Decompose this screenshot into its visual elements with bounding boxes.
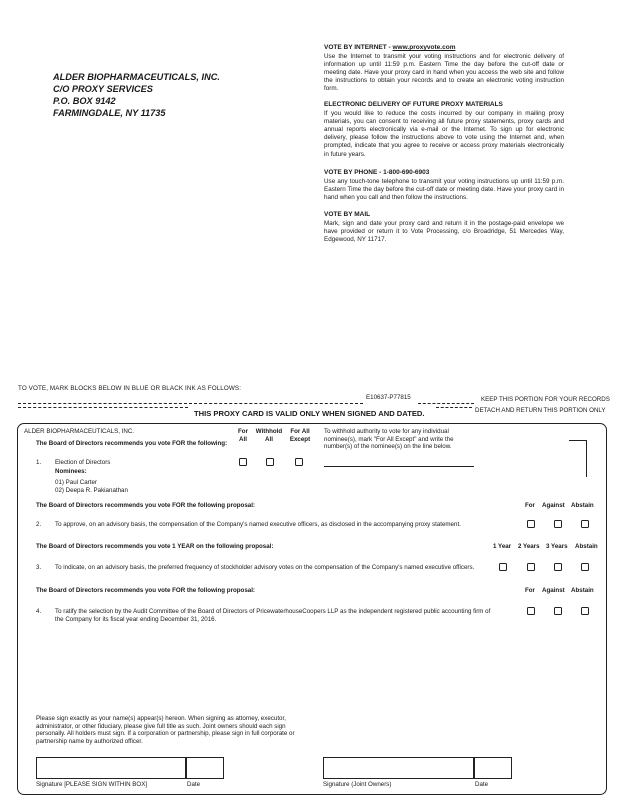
return-address — [53, 71, 220, 119]
item-3-1-year-checkbox[interactable] — [499, 563, 507, 571]
detach-portion-note: DETACH AND RETURN THIS PORTION ONLY — [475, 407, 606, 414]
item-4-abstain-checkbox[interactable] — [581, 607, 589, 615]
valid-notice: THIS PROXY CARD IS VALID ONLY WHEN SIGNED AND DATED. — [194, 409, 425, 418]
date-box[interactable] — [186, 757, 224, 779]
item-3-abstain-checkbox[interactable] — [581, 563, 589, 571]
item-4-number: 4. — [36, 608, 42, 615]
col-for-all-header — [236, 428, 250, 443]
signature-box[interactable] — [36, 757, 186, 779]
electronic-delivery-heading: ELECTRONIC DELIVERY OF FUTURE PROXY MATERIALS — [324, 101, 503, 108]
vote-mail-heading: VOTE BY MAIL — [324, 211, 371, 218]
col-header-line: Except — [289, 435, 311, 443]
vote-by-internet-section — [324, 44, 564, 94]
joint-date-box[interactable] — [474, 757, 512, 779]
col-header-line: All — [265, 435, 273, 443]
col-header-line: For All — [290, 428, 310, 435]
item-4-against-checkbox[interactable] — [554, 607, 562, 615]
address-line-3: P.O. BOX 9142 — [53, 96, 116, 106]
joint-date-label: Date — [475, 781, 489, 788]
item-1-text: Election of Directors — [55, 459, 111, 466]
withhold-all-checkbox[interactable] — [266, 458, 274, 466]
col-abstain-header: Abstain — [575, 543, 598, 550]
item-1-number: 1. — [36, 459, 42, 466]
col-abstain-header: Abstain — [571, 502, 594, 509]
item-3-number: 3. — [36, 564, 42, 571]
nominee-2: 02) Deepa R. Pakianathan — [55, 487, 128, 494]
vote-internet-body: Use the Internet to transmit your voting instructions and for electronic delivery of information up until 11:59 p.m. Eastern Time the day before the cut-off date or meeting date. Have your proxy card in hand when you access the web site and follow the instructions to obtain your records and to create an electronic voting instruction form. — [324, 53, 564, 93]
recommend-for-proposal-2-heading: The Board of Directors recommends you vote FOR the following proposal: — [36, 502, 255, 509]
corner-registration-mark — [569, 440, 587, 477]
for-all-checkbox[interactable] — [239, 458, 247, 466]
date-label: Date — [187, 781, 201, 788]
col-header-line: For — [238, 428, 248, 435]
item-2-against-checkbox[interactable] — [554, 520, 562, 528]
proxyvote-link[interactable]: www.proxyvote.com — [392, 44, 456, 51]
col-against-header: Against — [542, 587, 565, 594]
vote-phone-heading: VOTE BY PHONE - 1-800-690-6903 — [324, 169, 430, 176]
col-for-header: For — [525, 587, 535, 594]
recommend-for-proposal-4-heading: The Board of Directors recommends you vote FOR the following proposal: — [36, 587, 255, 594]
address-line-1: ALDER BIOPHARMACEUTICALS, INC. — [53, 72, 220, 82]
joint-signature-label: Signature (Joint Owners) — [323, 781, 392, 788]
item-3-2-years-checkbox[interactable] — [527, 563, 535, 571]
mark-blocks-note: TO VOTE, MARK BLOCKS BELOW IN BLUE OR BLACK INK AS FOLLOWS: — [18, 385, 242, 392]
joint-signature-box[interactable] — [323, 757, 474, 779]
address-line-2: C/O PROXY SERVICES — [53, 84, 153, 94]
detach-dashed-line — [18, 407, 188, 408]
col-2-years-header: 2 Years — [518, 543, 540, 550]
item-2-text: To approve, on an advisory basis, the compensation of the Company's named executive officers, as disclosed in the accompanying proxy statement. — [55, 521, 461, 528]
withhold-instructions: To withhold authority to vote for any individual nominee(s), mark "For All Except" and write the number(s) of the nominee(s) on the line below. — [324, 428, 454, 451]
keep-portion-note: KEEP THIS PORTION FOR YOUR RECORDS — [481, 396, 610, 403]
sign-instructions: Please sign exactly as your name(s) appear(s) hereon. When signing as attorney, executor, administrator, or other fiduciary, please give full title as such. Joint owners should each sign personally. All holders must sign. If a corporation or partnership, please sign in full corporate or partnership name by authorized officer. — [36, 715, 295, 745]
vote-internet-heading: VOTE BY INTERNET - — [324, 44, 393, 51]
col-against-header: Against — [542, 502, 565, 509]
col-for-header: For — [525, 502, 535, 509]
item-4-for-checkbox[interactable] — [527, 607, 535, 615]
vote-mail-body: Mark, sign and date your proxy card and return it in the postage-paid envelope we have provided or return it to Vote Processing, c/o Broadridge, 51 Mercedes Way, Edgewood, NY 11717. — [324, 220, 564, 244]
board-recommend-directors: The Board of Directors recommends you vote FOR the following: — [36, 440, 228, 447]
for-all-except-checkbox[interactable] — [295, 458, 303, 466]
item-2-for-checkbox[interactable] — [527, 520, 535, 528]
item-3-text: To indicate, on an advisory basis, the preferred frequency of stockholder advisory votes on the compensation of the Company's named executive officers. — [55, 564, 475, 571]
col-for-all-except-header — [287, 428, 313, 443]
signature-label: Signature [PLEASE SIGN WITHIN BOX] — [36, 781, 148, 788]
recommend-1-year-heading: The Board of Directors recommends you vote 1 YEAR on the following proposal: — [36, 543, 274, 550]
electronic-delivery-section — [324, 101, 564, 159]
address-line-4: FARMINGDALE, NY 11735 — [53, 108, 166, 118]
detach-dashed-line — [436, 407, 472, 408]
control-number: E10637-P77815 — [366, 394, 411, 401]
nominee-number-line[interactable] — [324, 466, 474, 467]
detach-dashed-line — [418, 403, 474, 404]
nominee-1: 01) Paul Carter — [55, 479, 97, 486]
col-header-line: All — [239, 435, 247, 443]
vote-by-phone-section — [324, 169, 564, 202]
card-company-name: ALDER BIOPHARMACEUTICALS, INC. — [24, 428, 135, 435]
nominees-label: Nominees: — [55, 468, 87, 475]
col-withhold-all-header — [254, 428, 284, 443]
item-3-3-years-checkbox[interactable] — [554, 563, 562, 571]
detach-dashed-line — [18, 403, 363, 404]
vote-by-mail-section — [324, 211, 564, 244]
electronic-delivery-body: If you would like to reduce the costs incurred by our company in mailing proxy materials, you can consent to receiving all future proxy statements, proxy cards and annual reports electronically via e-mail or the Internet. To sign up for electronic delivery, please follow the instructions above to vote using the Internet and, when prompted, indicate that you agree to receive or access proxy materials electronically in future years. — [324, 110, 564, 158]
col-header-line: Withhold — [255, 428, 283, 435]
item-4-text: To ratify the selection by the Audit Committee of the Board of Directors of PricewaterhouseCoopers LLP as the independent registered public accounting firm of the Company for its fiscal year ending December 31, 2016. — [55, 608, 491, 623]
col-3-years-header: 3 Years — [546, 543, 568, 550]
col-1-year-header: 1 Year — [493, 543, 512, 550]
item-2-abstain-checkbox[interactable] — [581, 520, 589, 528]
item-2-number: 2. — [36, 521, 42, 528]
vote-phone-body: Use any touch-tone telephone to transmit your voting instructions up until 11:59 p.m. Eastern Time the day before the cut-off date or meeting date. Have your proxy card in hand when you call and then follow the instructions. — [324, 178, 564, 202]
col-abstain-header: Abstain — [571, 587, 594, 594]
